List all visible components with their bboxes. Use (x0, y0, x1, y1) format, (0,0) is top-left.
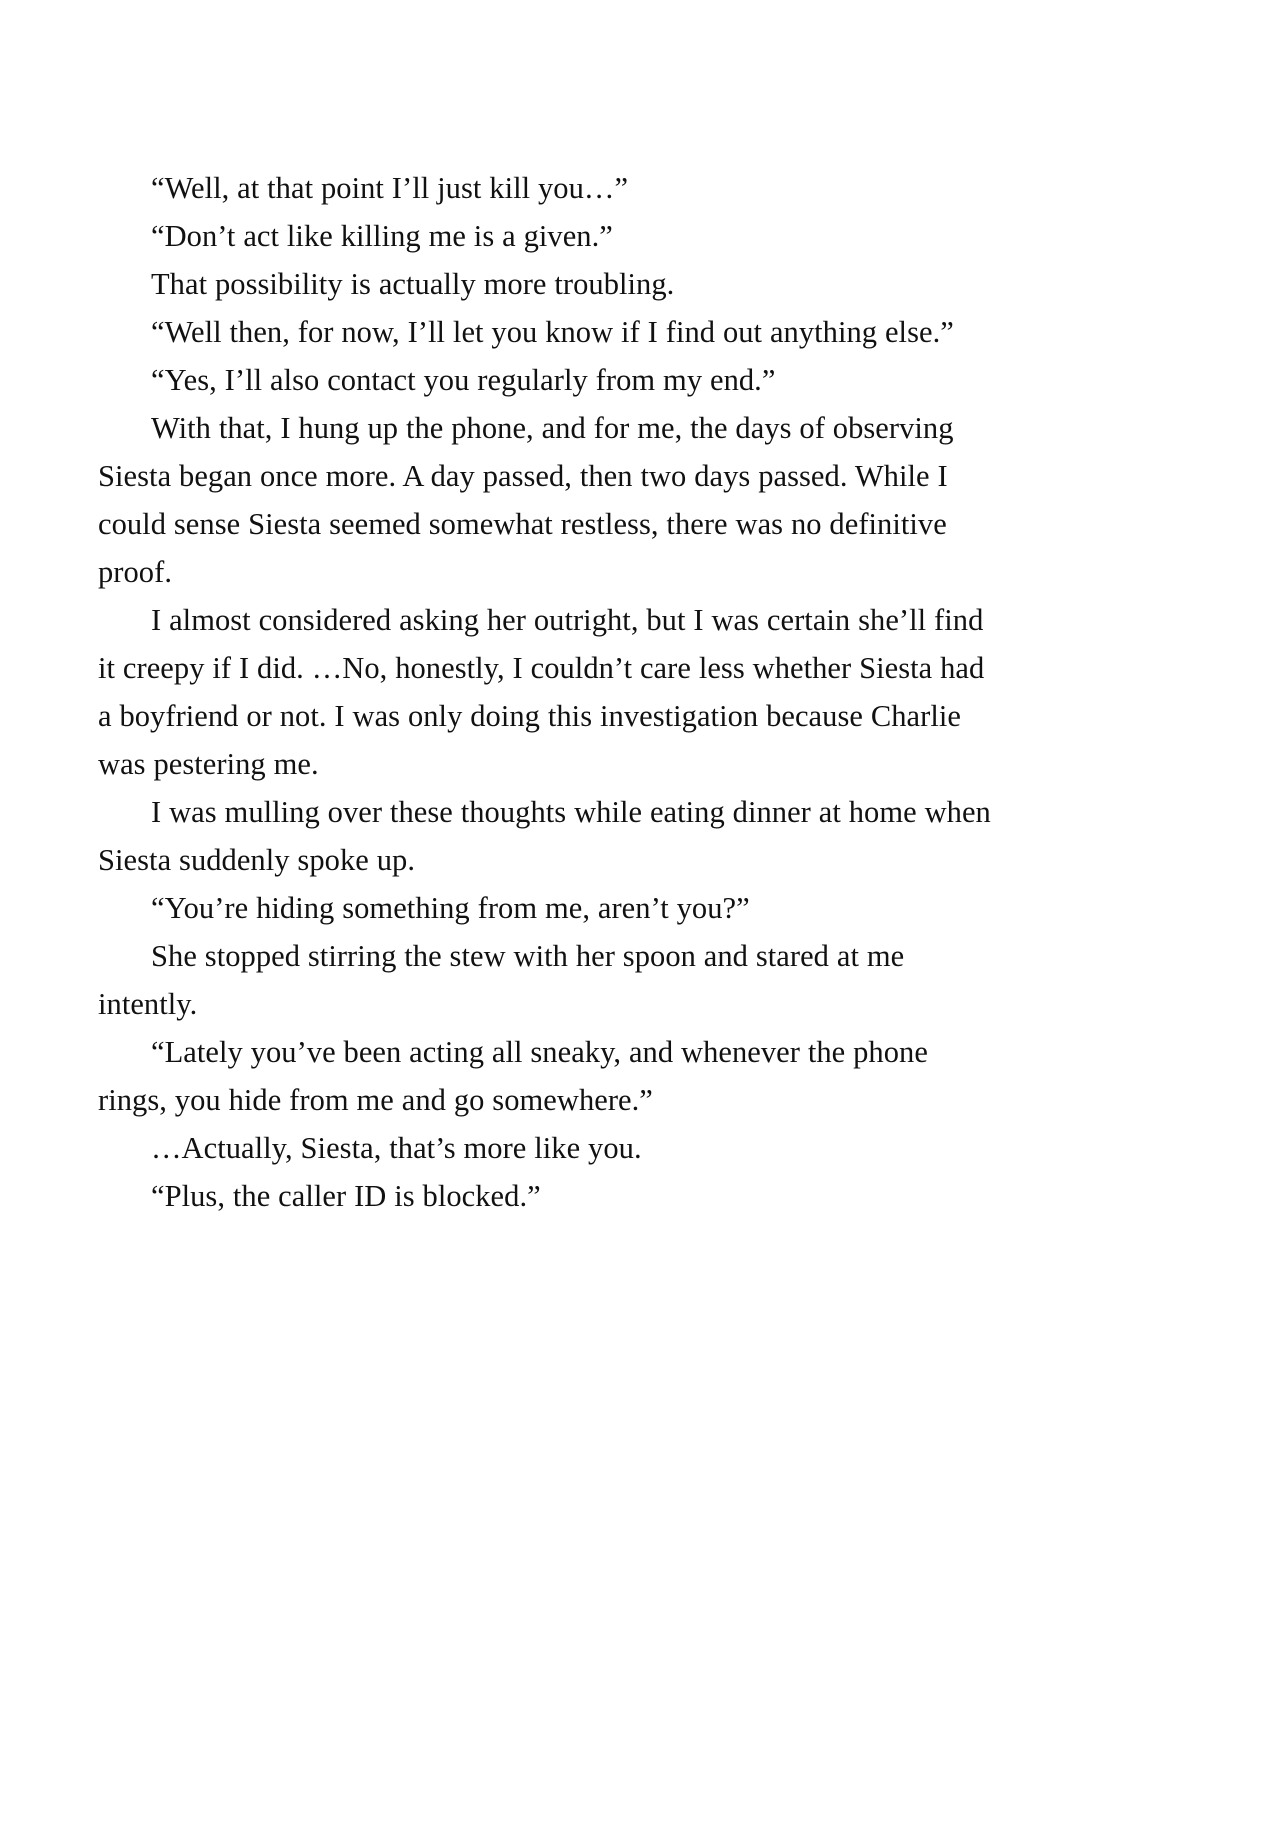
paragraph: “Well, at that point I’ll just kill you…” (151, 171, 629, 205)
paragraph: I was mulling over these thoughts while eating dinner at home when Siesta suddenly spoke up. (98, 795, 991, 877)
paragraph: That possibility is actually more troubling. (151, 267, 675, 301)
paragraph: “Don’t act like killing me is a given.” (151, 219, 613, 253)
paragraph: “Yes, I’ll also contact you regularly from my end.” (151, 363, 776, 397)
paragraph: “Well then, for now, I’ll let you know if I find out anything else.” (151, 315, 954, 349)
paragraph: “Plus, the caller ID is blocked.” (151, 1179, 541, 1213)
paragraph: With that, I hung up the phone, and for me, the days of observing Siesta began once more. A day passed, then two days passed. While I could sense Siesta seemed somewhat restless, there was no definitive proof. (98, 411, 954, 589)
paragraph: “You’re hiding something from me, aren’t you?” (151, 891, 750, 925)
body-text-column (98, 164, 998, 1220)
paragraph: I almost considered asking her outright, but I was certain she’ll find it creepy if I did. …No, honestly, I couldn’t care less whether Siesta had a boyfriend or not. I was only doing this investigation because Charlie was pestering me. (98, 603, 985, 781)
paragraph: She stopped stirring the stew with her spoon and stared at me intently. (98, 939, 905, 1021)
paragraph: “Lately you’ve been acting all sneaky, and whenever the phone rings, you hide from me and go somewhere.” (98, 1035, 928, 1117)
paragraph: …Actually, Siesta, that’s more like you. (151, 1131, 642, 1165)
